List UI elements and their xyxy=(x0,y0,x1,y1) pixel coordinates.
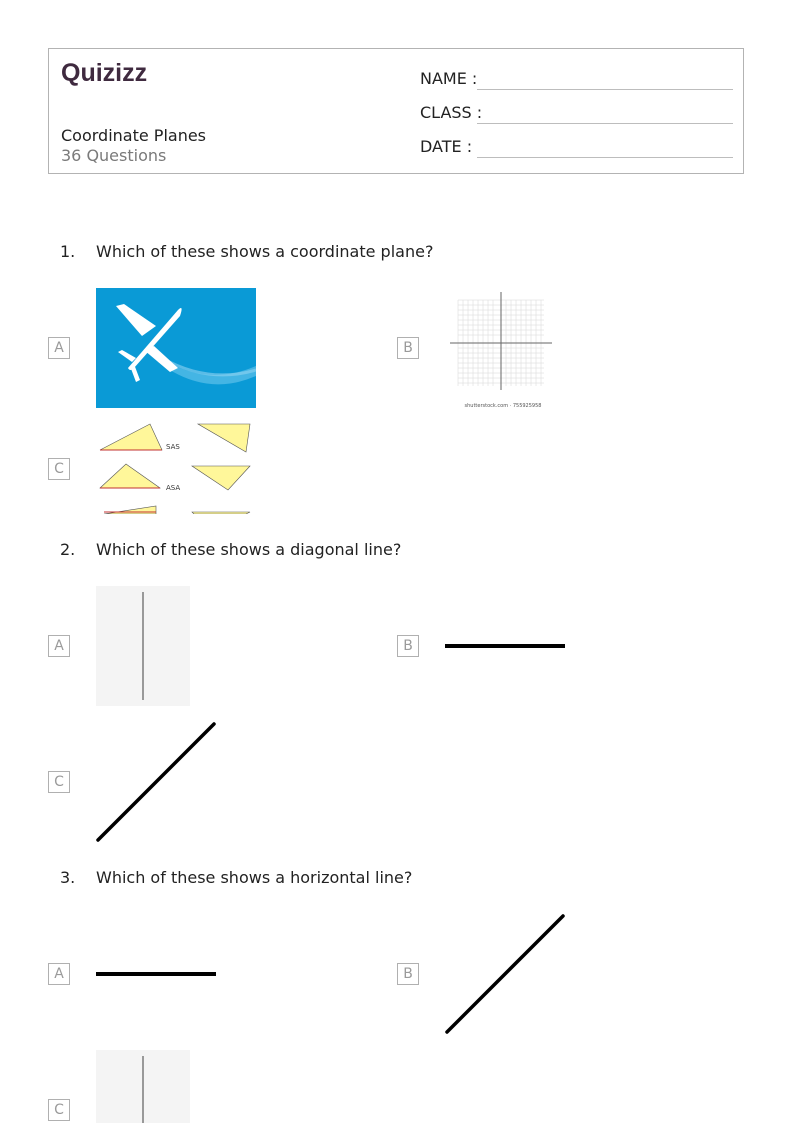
diagonal-line-picture xyxy=(96,722,216,842)
question-text: Which of these shows a diagonal line? xyxy=(96,540,402,559)
question-number: 2. xyxy=(60,540,76,559)
option-letter-box: C xyxy=(48,771,70,793)
date-label: DATE : xyxy=(420,137,473,156)
name-line xyxy=(477,89,733,90)
option-letter-box: C xyxy=(48,458,70,480)
question-count: 36 Questions xyxy=(61,146,167,165)
option-letter-box: A xyxy=(48,635,70,657)
horizontal-line-picture xyxy=(445,586,565,706)
worksheet-title: Coordinate Planes xyxy=(61,126,207,145)
option-letter-box: B xyxy=(397,337,419,359)
quizizz-logo: Quizizz xyxy=(61,59,148,87)
airplane-picture xyxy=(96,288,256,408)
horizontal-line-picture xyxy=(96,914,216,1034)
option-letter-box: B xyxy=(397,963,419,985)
image-caption: shutterstock.com · 755925958 xyxy=(464,403,542,409)
class-line xyxy=(477,123,733,124)
option-letter-box: A xyxy=(48,337,70,359)
asa-label: ASA xyxy=(166,484,181,492)
question-text: Which of these shows a coordinate plane? xyxy=(96,242,434,261)
date-line xyxy=(477,157,733,158)
coordinate-grid xyxy=(448,290,558,410)
question-number: 1. xyxy=(60,242,76,261)
question-text: Which of these shows a horizontal line? xyxy=(96,868,413,887)
name-label: NAME : xyxy=(420,69,478,88)
worksheet-header xyxy=(48,48,744,174)
sas-label: SAS xyxy=(166,443,180,451)
vertical-line-picture xyxy=(96,586,190,706)
class-label: CLASS : xyxy=(420,103,483,122)
triangle-congruence xyxy=(96,420,256,514)
option-letter-box: A xyxy=(48,963,70,985)
vertical-line-picture xyxy=(96,1050,190,1123)
option-letter-box: C xyxy=(48,1099,70,1121)
diagonal-line-picture xyxy=(445,914,565,1034)
question-number: 3. xyxy=(60,868,76,887)
option-letter-box: B xyxy=(397,635,419,657)
